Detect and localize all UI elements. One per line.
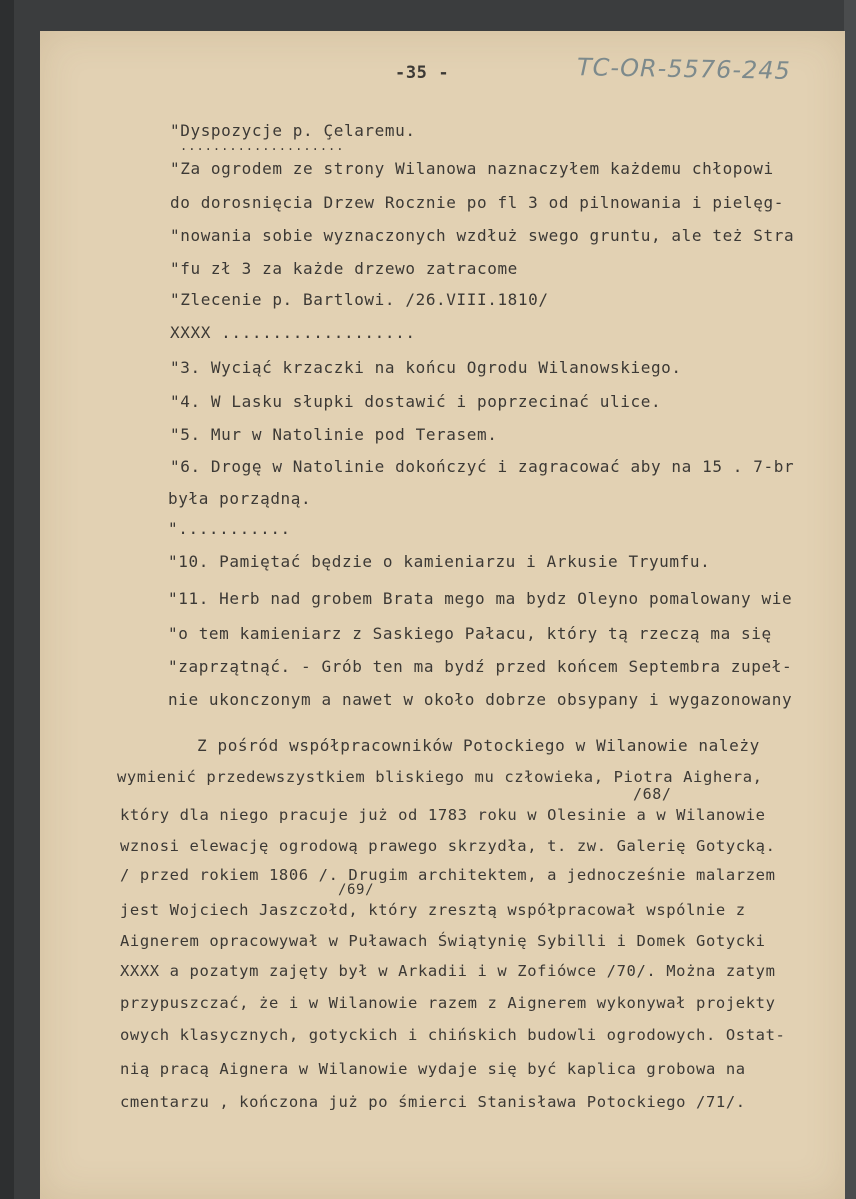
text-line: "Dyspozycje p. Çelaremu.	[170, 121, 416, 140]
text-line: który dla niego pracuje już od 1783 roku w Olesinie a w Wilanowie	[120, 806, 766, 824]
text-line: wznosi elewację ogrodową prawego skrzydła, t. zw. Galerię Gotycką.	[120, 837, 776, 855]
text-line: "5. Mur w Natolinie pod Terasem.	[170, 425, 498, 444]
text-line: owych klasycznych, gotyckich i chińskich budowli ogrodowych. Ostat-	[120, 1026, 786, 1044]
text-line: "10. Pamiętać będzie o kamieniarzu i Arkusie Tryumfu.	[168, 552, 711, 571]
text-line: XXXX ...................	[170, 323, 416, 342]
text-line: / przed rokiem 1806 /. Drugim architektem, a jednocześnie malarzem	[120, 866, 776, 884]
text-line: wymienić przedewszystkiem bliskiego mu człowieka, Piotra Aighera,	[117, 768, 763, 786]
text-line: jest Wojciech Jaszczołd, który zresztą współpracował wspólnie z	[120, 901, 746, 919]
text-line: Aignerem opracowywał w Puławach Świątynię Sybilli i Domek Gotycki	[120, 932, 766, 950]
text-line: "6. Drogę w Natolinie dokończyć i zagracować aby na 15 . 7-br	[170, 457, 795, 476]
text-line: "fu zł 3 za każde drzewo zatracome	[170, 259, 518, 278]
text-line: "3. Wyciąć krzaczki na końcu Ogrodu Wilanowskiego.	[170, 358, 682, 377]
text-line: "11. Herb nad grobem Brata mego ma bydz Oleyno pomalowany wie	[168, 589, 793, 608]
text-line: "nowania sobie wyznaczonych wzdłuż swego gruntu, ale też Stra	[170, 226, 795, 245]
archive-signature-handwritten: TC-OR-5576-245	[576, 53, 792, 85]
text-line: nie ukonczonym a nawet w około dobrze obsypany i wygazonowany	[168, 690, 793, 709]
text-line: XXXX a pozatym zajęty był w Arkadii i w Zofiówce /70/. Można zatym	[120, 962, 776, 980]
text-line: Z pośród współpracowników Potockiego w Wilanowie należy	[197, 736, 760, 755]
footnote-ref: /69/	[338, 882, 375, 898]
text-line: "4. W Lasku słupki dostawić i poprzecinać ulice.	[170, 392, 662, 411]
text-line: "...........	[168, 519, 291, 538]
text-line: nią pracą Aignera w Wilanowie wydaje się być kaplica grobowa na	[120, 1060, 746, 1078]
scanner-edge-left	[0, 0, 14, 1199]
text-line: "o tem kamieniarz z Saskiego Pałacu, który tą rzeczą ma się	[168, 624, 772, 643]
text-line: do dorosnięcia Drzew Rocznie po fl 3 od pilnowania i pielęg-	[170, 193, 784, 212]
scanner-edge-right	[844, 0, 856, 1199]
text-line: "Za ogrodem ze strony Wilanowa naznaczyłem każdemu chłopowi	[170, 159, 774, 178]
text-line: cmentarzu , kończona już po śmierci Stanisława Potockiego /71/.	[120, 1093, 746, 1111]
text-line: była porządną.	[168, 489, 312, 508]
text-line: "Zlecenie p. Bartlowi. /26.VIII.1810/	[170, 290, 549, 309]
text-line: przypuszczać, że i w Wilanowie razem z Aignerem wykonywał projekty	[120, 994, 776, 1012]
text-line-dots: ....................	[180, 139, 345, 153]
footnote-ref: /68/	[633, 785, 672, 803]
text-line: "zaprzątnąć. - Grób ten ma bydź przed końcem Septembra zupeł-	[168, 657, 793, 676]
page-number: -35 -	[395, 63, 450, 83]
